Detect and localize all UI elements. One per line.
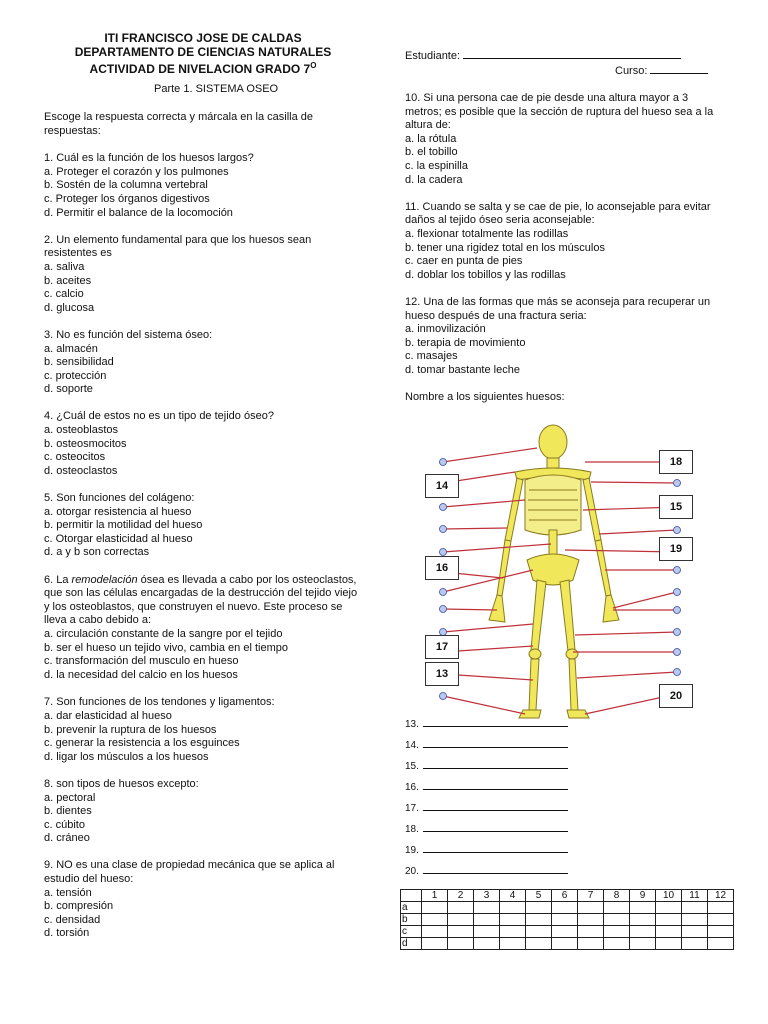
- question: [44, 696, 364, 764]
- activity-title: [40, 59, 366, 76]
- grid-answer-cell[interactable]: [422, 914, 448, 926]
- option: c. la espinilla: [405, 159, 468, 172]
- option: b. terapia de movimiento: [405, 336, 526, 349]
- question: [44, 329, 364, 397]
- option: d. ligar los músculos a los huesos: [44, 750, 209, 763]
- option: a. flexionar totalmente las rodillas: [405, 227, 569, 240]
- grid-row-label: a: [401, 902, 422, 914]
- grid-column-header: 12: [708, 890, 734, 902]
- answer-line[interactable]: [405, 719, 568, 730]
- question: [405, 201, 723, 283]
- grid-answer-cell[interactable]: [630, 914, 656, 926]
- option: d. Permitir el balance de la locomoción: [44, 206, 233, 219]
- grid-answer-cell[interactable]: [474, 938, 500, 950]
- answer-line[interactable]: [405, 845, 568, 856]
- option: b. aceites: [44, 274, 92, 287]
- option: c. protección: [44, 369, 107, 382]
- answer-number: 13.: [405, 719, 419, 730]
- grid-answer-cell[interactable]: [474, 914, 500, 926]
- grid-answer-cell[interactable]: [500, 902, 526, 914]
- skeleton-figure: [489, 425, 619, 718]
- grid-row: [401, 926, 734, 938]
- option: b. el tobillo: [405, 146, 458, 159]
- option: a. circulación constante de la sangre por el tejido: [44, 627, 283, 640]
- option: b. Sostén de la columna vertebral: [44, 179, 208, 192]
- option: d. torsión: [44, 927, 90, 940]
- grid-column-header: 7: [578, 890, 604, 902]
- answer-blank[interactable]: [423, 747, 568, 748]
- answer-line[interactable]: [405, 866, 568, 877]
- grid-answer-cell[interactable]: [448, 914, 474, 926]
- question-text: 10. Si una persona cae de pie desde una altura mayor a 3 metros; es posible que la sección de ruptura del hueso sea a la altura de:: [405, 92, 714, 132]
- option: d. glucosa: [44, 301, 95, 314]
- grid-row-label: d: [401, 938, 422, 950]
- grid-answer-cell[interactable]: [682, 902, 708, 914]
- question: [405, 296, 723, 378]
- grid-answer-cell[interactable]: [656, 926, 682, 938]
- grid-column-header: 9: [630, 890, 656, 902]
- grade-superscript: O: [310, 61, 317, 70]
- option: d. la cadera: [405, 173, 463, 186]
- grid-column-header: 5: [526, 890, 552, 902]
- answer-number: 14.: [405, 740, 419, 751]
- answer-number: 19.: [405, 845, 419, 856]
- grid-answer-cell[interactable]: [526, 914, 552, 926]
- grid-answer-cell[interactable]: [708, 914, 734, 926]
- question-text: 5. Son funciones del colágeno:: [44, 492, 195, 505]
- question-text: 8. son tipos de huesos excepto:: [44, 777, 199, 790]
- grid-answer-cell[interactable]: [656, 914, 682, 926]
- question-text: 2. Un elemento fundamental para que los huesos sean resistentes es: [44, 233, 312, 260]
- question-text: 4. ¿Cuál de estos no es un tipo de tejido óseo?: [44, 410, 274, 423]
- question: [44, 152, 364, 220]
- grid-answer-cell[interactable]: [448, 926, 474, 938]
- question-text: 12. Una de las formas que más se aconseja para recuperar un hueso después de una fractura seria:: [405, 295, 711, 322]
- student-label: Estudiante:: [405, 50, 461, 62]
- grid-column-header: 2: [448, 890, 474, 902]
- grid-column-header: 11: [682, 890, 708, 902]
- grid-answer-cell[interactable]: [578, 926, 604, 938]
- question-text: 11. Cuando se salta y se cae de pie, lo aconsejable para evitar daños al tejido óseo seria aconsejable:: [405, 200, 711, 227]
- option: a. osteoblastos: [44, 424, 118, 437]
- question-6-text: [44, 574, 364, 628]
- option: c. Otorgar elasticidad al hueso: [44, 532, 193, 545]
- grid-answer-cell[interactable]: [448, 902, 474, 914]
- option: b. tener una rigidez total en los músculos: [405, 241, 605, 254]
- grid-answer-cell[interactable]: [474, 926, 500, 938]
- option: a. la rótula: [405, 132, 457, 145]
- question: [44, 492, 364, 560]
- answer-number: 18.: [405, 824, 419, 835]
- grid-answer-cell[interactable]: [578, 914, 604, 926]
- grid-answer-cell[interactable]: [422, 926, 448, 938]
- questions-group-1: [44, 152, 364, 560]
- answer-blank[interactable]: [423, 810, 568, 811]
- grid-column-header: 1: [422, 890, 448, 902]
- option: b. prevenir la ruptura de los huesos: [44, 723, 217, 736]
- answer-line[interactable]: [405, 803, 568, 814]
- bones-title: Nombre a los siguientes huesos:: [405, 391, 565, 404]
- answer-line[interactable]: [405, 761, 568, 772]
- question-6: [44, 574, 364, 683]
- answer-number: 20.: [405, 866, 419, 877]
- grid-answer-cell[interactable]: [708, 926, 734, 938]
- grid-answer-cell[interactable]: [474, 902, 500, 914]
- left-column: [44, 111, 364, 955]
- grid-row-label: b: [401, 914, 422, 926]
- questions-group-2: [44, 696, 364, 941]
- bone-label-19: 19: [659, 537, 693, 561]
- option: c. generar la resistencia a los esguinces: [44, 737, 240, 750]
- option: c. osteocitos: [44, 451, 106, 464]
- option: a. dar elasticidad al hueso: [44, 709, 172, 722]
- grid-answer-cell[interactable]: [682, 926, 708, 938]
- answer-blank[interactable]: [423, 789, 568, 790]
- grid-column-header: 8: [604, 890, 630, 902]
- grid-column-header: 3: [474, 890, 500, 902]
- grid-answer-cell[interactable]: [630, 926, 656, 938]
- option: d. soporte: [44, 383, 93, 396]
- grid-answer-cell[interactable]: [422, 938, 448, 950]
- grid-answer-cell[interactable]: [604, 926, 630, 938]
- bone-label-18: 18: [659, 450, 693, 474]
- grid-row: [401, 938, 734, 950]
- bone-label-15: 15: [659, 495, 693, 519]
- activity-title-text: ACTIVIDAD DE NIVELACION GRADO 7: [89, 62, 311, 76]
- grid-corner: [401, 890, 422, 902]
- option: a. almacén: [44, 342, 98, 355]
- option: d. cráneo: [44, 832, 90, 845]
- option: a. inmovilización: [405, 323, 486, 336]
- question: [44, 859, 364, 941]
- grid-answer-cell[interactable]: [552, 914, 578, 926]
- option: d. a y b son correctas: [44, 546, 150, 559]
- question-text: 7. Son funciones de los tendones y ligamentos:: [44, 696, 275, 709]
- option: b. compresión: [44, 900, 114, 913]
- answer-blank[interactable]: [423, 831, 568, 832]
- student-blank[interactable]: [463, 58, 681, 59]
- q6-pre: 6. La: [44, 573, 72, 586]
- option: d. tomar bastante leche: [405, 363, 520, 376]
- grid-answer-cell[interactable]: [578, 902, 604, 914]
- option: b. dientes: [44, 805, 92, 818]
- course-blank[interactable]: [650, 73, 708, 74]
- grid-answer-cell[interactable]: [604, 902, 630, 914]
- grid-answer-cell[interactable]: [526, 938, 552, 950]
- grid-answer-cell[interactable]: [526, 902, 552, 914]
- bone-label-17: 17: [425, 635, 459, 659]
- question: [44, 778, 364, 846]
- answer-blank[interactable]: [423, 768, 568, 769]
- answer-blank[interactable]: [423, 726, 568, 727]
- option: b. permitir la motilidad del hueso: [44, 519, 203, 532]
- question: [44, 410, 364, 478]
- right-column: [405, 92, 723, 405]
- student-field[interactable]: [405, 50, 681, 64]
- grid-answer-cell[interactable]: [708, 902, 734, 914]
- bone-label-16: 16: [425, 556, 459, 580]
- grid-answer-cell[interactable]: [500, 914, 526, 926]
- bone-label-20: 20: [659, 684, 693, 708]
- bone-label-13: 13: [425, 662, 459, 686]
- question: [44, 234, 364, 316]
- grid-answer-cell[interactable]: [682, 914, 708, 926]
- instructions: Escoge la respuesta correcta y márcala en la casilla de respuestas:: [44, 111, 314, 137]
- answer-blank[interactable]: [423, 852, 568, 853]
- option: c. Proteger los órganos digestivos: [44, 192, 210, 205]
- answer-blank[interactable]: [423, 873, 568, 874]
- course-label: Curso:: [615, 65, 648, 77]
- option: c. masajes: [405, 350, 458, 363]
- question-text: 9. NO es una clase de propiedad mecánica que se aplica al estudio del hueso:: [44, 859, 335, 886]
- grid-column-header: 6: [552, 890, 578, 902]
- questions-group-3: [405, 92, 723, 377]
- answer-number: 15.: [405, 761, 419, 772]
- grid-answer-cell[interactable]: [604, 938, 630, 950]
- grid-answer-cell[interactable]: [656, 938, 682, 950]
- department-name: DEPARTAMENTO DE CIENCIAS NATURALES: [74, 45, 332, 59]
- answer-line[interactable]: [405, 824, 568, 835]
- grid-answer-cell[interactable]: [448, 938, 474, 950]
- option: d. osteoclastos: [44, 464, 118, 477]
- course-field[interactable]: [615, 65, 708, 79]
- grid-answer-cell[interactable]: [500, 926, 526, 938]
- option: b. ser el hueso un tejido vivo, cambia en el tiempo: [44, 641, 288, 654]
- grid-answer-cell[interactable]: [682, 938, 708, 950]
- grid-answer-cell[interactable]: [552, 938, 578, 950]
- question: [405, 92, 723, 187]
- grid-header-row: [401, 890, 734, 902]
- grid-column-header: 4: [500, 890, 526, 902]
- grid-answer-cell[interactable]: [604, 914, 630, 926]
- grid-row: [401, 902, 734, 914]
- option: a. pectoral: [44, 791, 96, 804]
- grid-answer-cell[interactable]: [656, 902, 682, 914]
- answer-line[interactable]: [405, 740, 568, 751]
- option: c. caer en punta de pies: [405, 255, 523, 268]
- option: a. otorgar resistencia al hueso: [44, 505, 192, 518]
- question-text: 1. Cuál es la función de los huesos largos?: [44, 152, 254, 165]
- part-title: Parte 1. SISTEMA OSEO: [154, 83, 279, 95]
- option: c. densidad: [44, 913, 101, 926]
- option: a. tensión: [44, 886, 92, 899]
- grid-row-label: c: [401, 926, 422, 938]
- answer-grid: [400, 889, 734, 950]
- grid-answer-cell[interactable]: [526, 926, 552, 938]
- school-name: ITI FRANCISCO JOSE DE CALDAS: [104, 31, 302, 45]
- grid-answer-cell[interactable]: [552, 926, 578, 938]
- option: a. saliva: [44, 260, 85, 273]
- option: a. Proteger el corazón y los pulmones: [44, 165, 229, 178]
- grid-answer-cell[interactable]: [500, 938, 526, 950]
- answer-number: 16.: [405, 782, 419, 793]
- grid-column-header: 10: [656, 890, 682, 902]
- question-text: 3. No es función del sistema óseo:: [44, 328, 213, 341]
- grid-answer-cell[interactable]: [552, 902, 578, 914]
- grid-answer-cell[interactable]: [422, 902, 448, 914]
- grid-answer-cell[interactable]: [708, 938, 734, 950]
- q6-post: ósea es llevada a cabo por los osteoclastos, que son las células encargadas de la destrucción del tejido viejo y los osteoblastos, que construyen el nuevo. Este proceso se lleva a cabo debido a:: [44, 573, 358, 627]
- option: c. calcio: [44, 288, 84, 301]
- option: d. la necesidad del calcio en los huesos: [44, 668, 238, 681]
- grid-answer-cell[interactable]: [630, 938, 656, 950]
- answer-number: 17.: [405, 803, 419, 814]
- bone-label-14: 14: [425, 474, 459, 498]
- option: b. sensibilidad: [44, 356, 114, 369]
- q6-italic: remodelación: [71, 573, 138, 586]
- grid-answer-cell[interactable]: [630, 902, 656, 914]
- option: d. doblar los tobillos y las rodillas: [405, 268, 566, 281]
- grid-row: [401, 914, 734, 926]
- option: b. osteosmocitos: [44, 437, 127, 450]
- answer-line[interactable]: [405, 782, 568, 793]
- grid-answer-cell[interactable]: [578, 938, 604, 950]
- option: c. transformación del musculo en hueso: [44, 655, 239, 668]
- option: c. cúbito: [44, 818, 85, 831]
